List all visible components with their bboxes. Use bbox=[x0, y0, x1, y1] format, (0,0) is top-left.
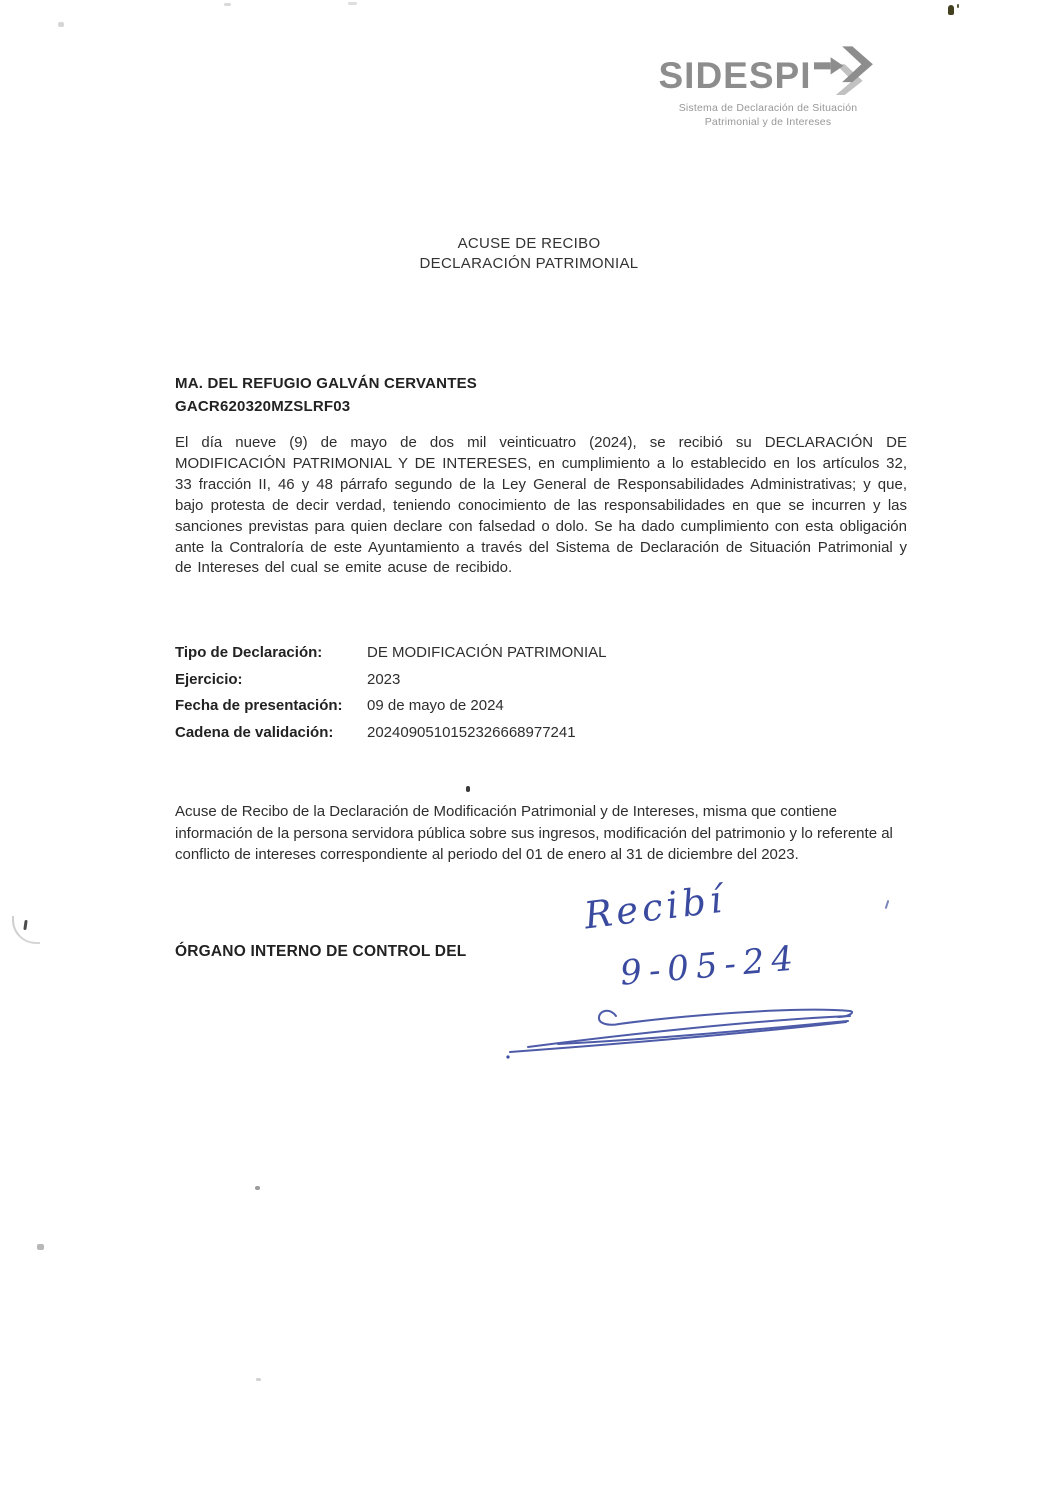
scan-speck bbox=[466, 786, 470, 792]
field-row-fecha-presentacion bbox=[175, 693, 855, 720]
scan-speck bbox=[224, 3, 231, 6]
field-label: Fecha de presentación: bbox=[175, 697, 343, 714]
logo-subtitle-line2: Patrimonial y de Intereses bbox=[704, 116, 832, 128]
sidespi-wordmark: SIDESPI bbox=[658, 54, 812, 96]
field-value: 2024090510152326668977241 bbox=[367, 723, 576, 741]
handwritten-received-date: 9-05-24 bbox=[618, 938, 802, 994]
scan-speck bbox=[948, 5, 954, 15]
title-line-2: DECLARACIÓN PATRIMONIAL bbox=[419, 254, 639, 272]
recipient-block bbox=[175, 373, 477, 418]
scan-speck bbox=[885, 900, 890, 909]
double-arrow-icon bbox=[814, 44, 878, 101]
field-row-cadena-validacion bbox=[175, 720, 855, 747]
recipient-name: MA. DEL REFUGIO GALVÁN CERVANTES bbox=[175, 375, 477, 392]
scan-speck bbox=[37, 1244, 44, 1250]
sidespi-logo bbox=[650, 50, 886, 129]
declaration-fields bbox=[175, 640, 855, 746]
field-label: Ejercicio: bbox=[175, 670, 243, 688]
handwritten-received-note: Recibí bbox=[581, 877, 728, 938]
field-value: 09 de mayo de 2024 bbox=[367, 697, 504, 714]
logo-subtitle-line1: Sistema de Declaración de Situación bbox=[678, 102, 858, 114]
document-title bbox=[0, 234, 1058, 273]
field-label: Tipo de Declaración: bbox=[175, 644, 323, 661]
field-value: 2023 bbox=[367, 670, 401, 688]
handwritten-signature bbox=[498, 1000, 868, 1075]
field-label: Cadena de validación: bbox=[175, 723, 334, 741]
body-paragraph-2: Acuse de Recibo de la Declaración de Modificación Patrimonial y de Intereses, misma que contiene información de la persona servidora pública sobre sus ingresos, modificación del patrimonio y lo referente al conflicto de intereses correspondiente al periodo del 01 de enero al 31 de diciembre del 2023. bbox=[175, 803, 893, 863]
title-line-1: ACUSE DE RECIBO bbox=[457, 235, 601, 252]
scan-speck bbox=[957, 4, 959, 8]
field-row-ejercicio bbox=[175, 667, 855, 694]
field-value: DE MODIFICACIÓN PATRIMONIAL bbox=[367, 644, 607, 661]
scan-speck bbox=[255, 1186, 260, 1190]
recipient-curp: GACR620320MZSLRF03 bbox=[175, 397, 351, 415]
scan-speck bbox=[348, 2, 357, 5]
scan-speck bbox=[58, 22, 64, 27]
issuer-office: ÓRGANO INTERNO DE CONTROL DEL bbox=[175, 943, 467, 960]
field-row-tipo-declaracion bbox=[175, 640, 855, 667]
scan-speck bbox=[256, 1378, 261, 1381]
body-paragraph-1: El día nueve (9) de mayo de dos mil veinticuatro (2024), se recibió su DECLARACIÓN DE MODIFICACIÓN PATRIMONIAL Y DE INTERESES, en cumplimiento a lo establecido en los artículos 32, 33 fracción II, 46 y 48 párrafo segundo de la Ley General de Responsabilidades Administrativas; y que, bajo protesta de decir verdad, teniendo conocimiento de las responsabilidades en que se incurren y las sanciones previstas para quien declare con falsedad o dolo. Se ha dado cumplimiento con esta obligación ante la Contraloría de este Ayuntamiento a través del Sistema de Declaración de Situación Patrimonial y de Intereses del cual se emite acuse de recibido. bbox=[175, 434, 907, 577]
